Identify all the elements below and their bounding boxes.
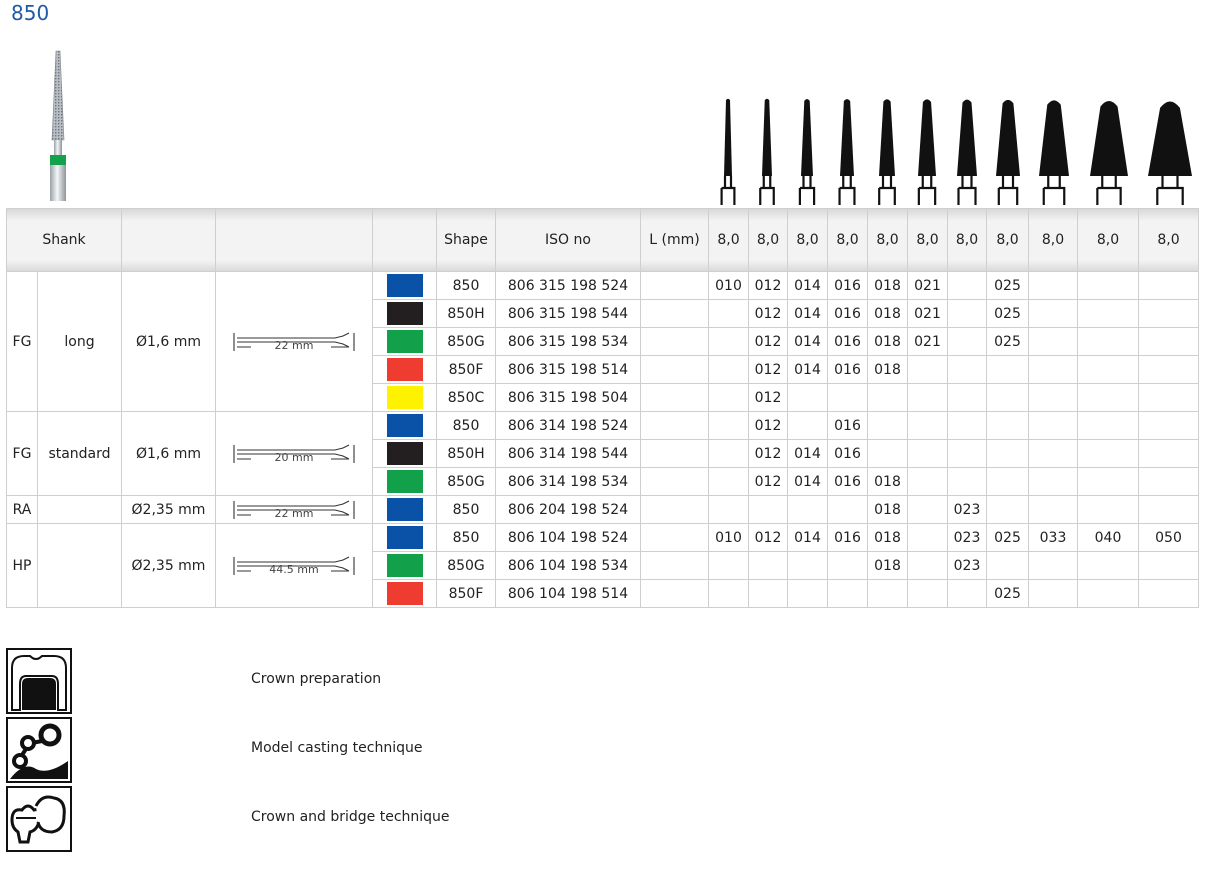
color-swatch xyxy=(387,414,423,437)
bur-neck-outline xyxy=(999,176,1017,205)
color-swatch xyxy=(387,386,423,409)
shank-type: RA xyxy=(7,496,38,524)
iso-number-cell: 806 315 198 544 xyxy=(496,300,641,328)
size-cell xyxy=(908,496,948,524)
size-cell xyxy=(1139,272,1199,300)
color-swatch xyxy=(387,526,423,549)
size-cell xyxy=(1139,412,1199,440)
size-cell xyxy=(788,412,828,440)
bur-shape-silhouette xyxy=(801,99,813,176)
iso-number-cell: 806 315 198 524 xyxy=(496,272,641,300)
size-cell xyxy=(709,496,749,524)
size-cell: 018 xyxy=(868,524,908,552)
length-cell xyxy=(641,328,709,356)
color-code-cell xyxy=(373,580,437,608)
bur-shape-silhouette xyxy=(1039,100,1069,176)
size-cell xyxy=(788,580,828,608)
size-cell xyxy=(908,468,948,496)
iso-number-cell: 806 314 198 544 xyxy=(496,440,641,468)
size-cell: 016 xyxy=(828,468,868,496)
size-cell xyxy=(948,412,987,440)
header-diameter xyxy=(122,209,216,272)
size-cell xyxy=(1139,356,1199,384)
size-cell xyxy=(1139,300,1199,328)
size-cell xyxy=(948,272,987,300)
size-cell xyxy=(1029,440,1078,468)
legend-label: Crown and bridge technique xyxy=(251,809,450,825)
size-cell: 018 xyxy=(868,496,908,524)
table-row xyxy=(7,412,1199,440)
size-cell: 014 xyxy=(788,272,828,300)
size-cell: 014 xyxy=(788,524,828,552)
bur-shape-silhouette xyxy=(996,100,1020,176)
size-cell: 023 xyxy=(948,552,987,580)
size-cell xyxy=(709,328,749,356)
header-size-length: 8,0 xyxy=(788,209,828,272)
size-cell xyxy=(868,440,908,468)
color-swatch xyxy=(387,330,423,353)
legend-label: Crown preparation xyxy=(251,671,382,687)
color-swatch xyxy=(387,442,423,465)
length-cell xyxy=(641,468,709,496)
header-size-length: 8,0 xyxy=(948,209,987,272)
shape-cell: 850G xyxy=(437,328,496,356)
size-cell xyxy=(1029,580,1078,608)
color-code-cell xyxy=(373,328,437,356)
size-cell xyxy=(948,356,987,384)
size-cell xyxy=(948,384,987,412)
size-cell xyxy=(868,384,908,412)
table-header-row xyxy=(7,209,1199,272)
color-swatch xyxy=(387,554,423,577)
size-cell: 012 xyxy=(749,300,788,328)
size-cell xyxy=(709,580,749,608)
header-iso-no: ISO no xyxy=(496,209,641,272)
size-cell xyxy=(1078,384,1139,412)
shank-variant: long xyxy=(38,272,122,412)
size-cell: 014 xyxy=(788,328,828,356)
shape-cell: 850C xyxy=(437,384,496,412)
size-cell: 012 xyxy=(749,412,788,440)
shank-drawing-cell xyxy=(216,524,373,608)
size-cell xyxy=(1139,384,1199,412)
iso-number-cell: 806 315 198 504 xyxy=(496,384,641,412)
size-cell: 025 xyxy=(987,300,1029,328)
size-cell xyxy=(709,552,749,580)
iso-number-cell: 806 314 198 534 xyxy=(496,468,641,496)
size-cell xyxy=(987,496,1029,524)
size-cell xyxy=(908,356,948,384)
shank-length-label: 20 mm xyxy=(274,450,314,464)
shank-length-label: 22 mm xyxy=(274,506,314,520)
size-cell xyxy=(908,440,948,468)
color-swatch xyxy=(387,582,423,605)
size-cell xyxy=(1078,412,1139,440)
header-size-length: 8,0 xyxy=(1078,209,1139,272)
size-cell xyxy=(709,468,749,496)
size-cell xyxy=(1078,300,1139,328)
bur-shape-silhouette xyxy=(1090,101,1128,176)
size-cell xyxy=(987,440,1029,468)
shape-cell: 850F xyxy=(437,580,496,608)
length-cell xyxy=(641,384,709,412)
shank-variant: standard xyxy=(38,412,122,496)
table-row xyxy=(7,496,1199,524)
shape-cell: 850 xyxy=(437,496,496,524)
header-size-length: 8,0 xyxy=(908,209,948,272)
size-cell xyxy=(1139,580,1199,608)
shank-diameter: Ø2,35 mm xyxy=(122,496,216,524)
size-cell xyxy=(1029,328,1078,356)
size-cell: 021 xyxy=(908,272,948,300)
size-cell: 021 xyxy=(908,328,948,356)
size-cell xyxy=(1029,412,1078,440)
size-cell: 014 xyxy=(788,300,828,328)
size-cell xyxy=(948,468,987,496)
size-cell xyxy=(828,552,868,580)
length-cell xyxy=(641,356,709,384)
size-cell xyxy=(908,412,948,440)
header-size-length: 8,0 xyxy=(1029,209,1078,272)
iso-number-cell: 806 315 198 534 xyxy=(496,328,641,356)
size-cell xyxy=(749,552,788,580)
shape-cell: 850H xyxy=(437,440,496,468)
size-cell xyxy=(828,384,868,412)
size-cell: 012 xyxy=(749,272,788,300)
color-code-cell xyxy=(373,552,437,580)
length-cell xyxy=(641,552,709,580)
iso-number-cell: 806 104 198 534 xyxy=(496,552,641,580)
bur-shape-silhouette xyxy=(724,99,732,176)
size-cell: 014 xyxy=(788,440,828,468)
bur-neck-outline xyxy=(760,176,774,205)
size-cell xyxy=(1029,272,1078,300)
bur-neck-outline xyxy=(1097,176,1120,205)
shank-type: FG xyxy=(7,412,38,496)
shape-cell: 850 xyxy=(437,412,496,440)
shape-cell: 850 xyxy=(437,272,496,300)
size-cell xyxy=(1029,496,1078,524)
bur-neck-outline xyxy=(840,176,855,205)
size-cell xyxy=(709,356,749,384)
size-cell: 016 xyxy=(828,272,868,300)
size-cell: 025 xyxy=(987,580,1029,608)
size-cell xyxy=(1029,356,1078,384)
header-shape: Shape xyxy=(437,209,496,272)
header-size-length: 8,0 xyxy=(1139,209,1199,272)
size-cell: 016 xyxy=(828,356,868,384)
color-code-cell xyxy=(373,272,437,300)
shape-cell: 850H xyxy=(437,300,496,328)
legend-label: Model casting technique xyxy=(251,740,423,756)
size-cell xyxy=(709,412,749,440)
bur-neck-outline xyxy=(722,176,735,205)
color-swatch xyxy=(387,470,423,493)
size-cell xyxy=(908,384,948,412)
size-cell xyxy=(788,496,828,524)
size-cell xyxy=(1029,468,1078,496)
iso-number-cell: 806 314 198 524 xyxy=(496,412,641,440)
size-cell: 012 xyxy=(749,328,788,356)
header-size-length: 8,0 xyxy=(709,209,749,272)
size-cell xyxy=(987,412,1029,440)
length-cell xyxy=(641,440,709,468)
color-code-cell xyxy=(373,524,437,552)
length-cell xyxy=(641,524,709,552)
size-cell: 023 xyxy=(948,524,987,552)
size-cell: 025 xyxy=(987,328,1029,356)
size-cell: 018 xyxy=(868,468,908,496)
color-swatch xyxy=(387,302,423,325)
size-cell: 010 xyxy=(709,272,749,300)
color-code-cell xyxy=(373,300,437,328)
shank-drawing-cell xyxy=(216,412,373,496)
shank-diameter: Ø1,6 mm xyxy=(122,272,216,412)
size-cell xyxy=(788,552,828,580)
bur-neck-outline xyxy=(1044,176,1065,205)
iso-number-cell: 806 104 198 514 xyxy=(496,580,641,608)
size-cell xyxy=(1078,468,1139,496)
color-swatch xyxy=(387,274,423,297)
color-swatch xyxy=(387,498,423,521)
page-title: 850 xyxy=(11,1,50,25)
size-cell xyxy=(1078,440,1139,468)
color-code-cell xyxy=(373,440,437,468)
shank-length-label: 44.5 mm xyxy=(269,562,319,576)
color-code-cell xyxy=(373,412,437,440)
size-cell: 016 xyxy=(828,328,868,356)
bur-neck-outline xyxy=(879,176,895,205)
table-row xyxy=(7,524,1199,552)
size-cell xyxy=(868,580,908,608)
table-row xyxy=(7,272,1199,300)
crown-bridge-icon xyxy=(6,786,72,852)
iso-number-cell: 806 315 198 514 xyxy=(496,356,641,384)
header-size-length: 8,0 xyxy=(828,209,868,272)
bur-shape-silhouette xyxy=(762,99,772,176)
size-cell: 018 xyxy=(868,356,908,384)
header-drawing xyxy=(216,209,373,272)
size-cell xyxy=(987,552,1029,580)
size-cell: 014 xyxy=(788,468,828,496)
header-color xyxy=(373,209,437,272)
size-cell xyxy=(987,356,1029,384)
size-cell xyxy=(868,412,908,440)
size-cell: 018 xyxy=(868,272,908,300)
size-cell xyxy=(749,580,788,608)
bur-neck-outline xyxy=(919,176,935,205)
size-cell: 016 xyxy=(828,300,868,328)
size-cell xyxy=(1078,328,1139,356)
size-cell xyxy=(1029,384,1078,412)
model-casting-icon xyxy=(6,717,72,783)
bur-shape-silhouette xyxy=(840,99,854,176)
size-cell: 016 xyxy=(828,412,868,440)
size-cell: 010 xyxy=(709,524,749,552)
size-cell xyxy=(709,300,749,328)
bur-neck-outline xyxy=(800,176,814,205)
size-cell: 033 xyxy=(1029,524,1078,552)
color-code-cell xyxy=(373,496,437,524)
size-cell: 016 xyxy=(828,440,868,468)
size-cell xyxy=(709,440,749,468)
size-cell: 014 xyxy=(788,356,828,384)
size-cell xyxy=(908,552,948,580)
size-cell xyxy=(987,468,1029,496)
size-cell xyxy=(908,580,948,608)
color-code-cell xyxy=(373,384,437,412)
shank-type: HP xyxy=(7,524,38,608)
size-cell xyxy=(1078,356,1139,384)
shank-drawing-cell xyxy=(216,272,373,412)
length-cell xyxy=(641,272,709,300)
size-cell xyxy=(948,300,987,328)
size-cell: 040 xyxy=(1078,524,1139,552)
size-cell xyxy=(1029,300,1078,328)
length-cell xyxy=(641,412,709,440)
header-length: L (mm) xyxy=(641,209,709,272)
size-cell xyxy=(948,328,987,356)
header-size-length: 8,0 xyxy=(987,209,1029,272)
size-cell xyxy=(828,580,868,608)
size-cell xyxy=(1139,552,1199,580)
size-cell xyxy=(1078,272,1139,300)
size-cell: 018 xyxy=(868,328,908,356)
size-cell: 050 xyxy=(1139,524,1199,552)
length-cell xyxy=(641,496,709,524)
shank-type: FG xyxy=(7,272,38,412)
header-size-length: 8,0 xyxy=(749,209,788,272)
bur-shape-silhouette xyxy=(918,99,936,176)
header-size-length: 8,0 xyxy=(868,209,908,272)
size-cell: 021 xyxy=(908,300,948,328)
shape-cell: 850F xyxy=(437,356,496,384)
color-swatch xyxy=(387,358,423,381)
size-cell: 025 xyxy=(987,524,1029,552)
color-code-cell xyxy=(373,468,437,496)
bur-neck-outline xyxy=(959,176,976,205)
bur-shape-silhouette xyxy=(1148,101,1192,176)
size-cell xyxy=(987,384,1029,412)
size-cell xyxy=(1078,580,1139,608)
color-code-cell xyxy=(373,356,437,384)
shank-length-label: 22 mm xyxy=(274,338,314,352)
size-cell xyxy=(1139,496,1199,524)
size-cell: 012 xyxy=(749,468,788,496)
shank-diameter: Ø2,35 mm xyxy=(122,524,216,608)
shape-cell: 850G xyxy=(437,552,496,580)
size-cell: 023 xyxy=(948,496,987,524)
size-cell xyxy=(788,384,828,412)
size-cell: 012 xyxy=(749,524,788,552)
shape-cell: 850G xyxy=(437,468,496,496)
size-cell xyxy=(709,384,749,412)
iso-number-cell: 806 104 198 524 xyxy=(496,524,641,552)
size-cell xyxy=(1078,552,1139,580)
size-cell xyxy=(1139,468,1199,496)
size-cell xyxy=(1139,328,1199,356)
size-cell xyxy=(1139,440,1199,468)
size-cell xyxy=(749,496,788,524)
bur-shape-silhouette xyxy=(957,100,977,176)
bur-shape-silhouettes xyxy=(0,92,1207,210)
iso-number-cell: 806 204 198 524 xyxy=(496,496,641,524)
crown-preparation-icon xyxy=(6,648,72,714)
shank-diameter: Ø1,6 mm xyxy=(122,412,216,496)
length-cell xyxy=(641,300,709,328)
shank-drawing-cell xyxy=(216,496,373,524)
size-cell xyxy=(948,440,987,468)
size-cell: 025 xyxy=(987,272,1029,300)
size-cell xyxy=(908,524,948,552)
bur-neck-outline xyxy=(1157,176,1182,205)
length-cell xyxy=(641,580,709,608)
size-cell: 012 xyxy=(749,356,788,384)
size-cell xyxy=(1029,552,1078,580)
size-cell: 016 xyxy=(828,524,868,552)
bur-shape-silhouette xyxy=(879,99,895,176)
specification-table xyxy=(6,208,1199,608)
size-cell xyxy=(1078,496,1139,524)
size-cell: 012 xyxy=(749,440,788,468)
size-cell: 018 xyxy=(868,300,908,328)
header-shank: Shank xyxy=(7,209,122,272)
size-cell xyxy=(828,496,868,524)
shank-variant xyxy=(38,496,122,524)
size-cell: 012 xyxy=(749,384,788,412)
size-cell xyxy=(948,580,987,608)
shape-cell: 850 xyxy=(437,524,496,552)
shank-variant xyxy=(38,524,122,608)
size-cell: 018 xyxy=(868,552,908,580)
